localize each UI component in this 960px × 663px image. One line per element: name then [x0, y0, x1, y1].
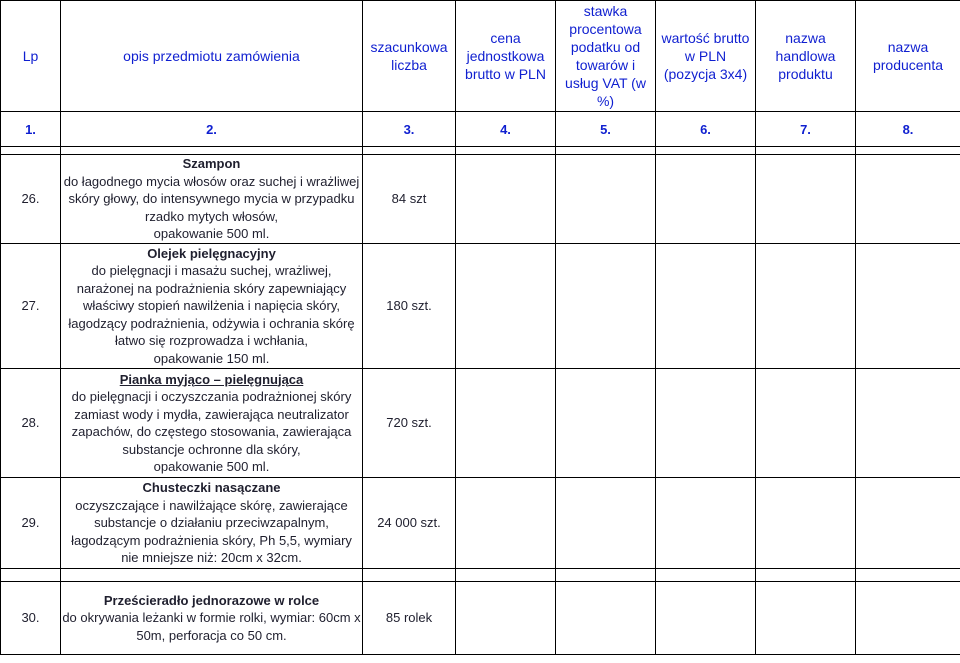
product-text: oczyszczające i nawilżające skórę, zawierające substancje o działaniu przeciwzapalnym, łagodzącym podrażnienia skóry, Ph 5,5, wymiary nie mniejsze niż: 20cm x 32cm. — [71, 497, 352, 566]
unit-price-cell[interactable] — [456, 244, 556, 369]
column-number: 6. — [656, 112, 756, 147]
item-description — [61, 478, 363, 569]
quantity-cell: 180 szt. — [363, 244, 456, 369]
quantity-cell: 84 szt — [363, 155, 456, 244]
product-name: Prześcieradło jednorazowe w rolce — [103, 592, 320, 608]
product-text: do pielęgnacji i oczyszczania podrażnionej skóry zamiast wody i mydła, zawierająca neutralizator zapachów, do częstego stosowania, zawierająca substancje ochronne dla skóry, — [71, 389, 352, 457]
producer-cell[interactable] — [856, 369, 960, 478]
vat-cell[interactable] — [556, 155, 656, 244]
header-vat: stawka procentowa podatku od towarów i usług VAT (w %) — [556, 1, 656, 112]
trade-name-cell[interactable] — [756, 369, 856, 478]
trade-name-cell[interactable] — [756, 582, 856, 655]
product-name: Szampon — [182, 156, 241, 172]
product-pack: opakowanie 500 ml. — [153, 459, 270, 474]
item-description — [61, 244, 363, 369]
product-pack: opakowanie 150 ml. — [153, 350, 270, 366]
item-description — [61, 369, 363, 478]
item-description — [61, 582, 363, 655]
vat-cell[interactable] — [556, 369, 656, 478]
trade-name-cell[interactable] — [756, 244, 856, 369]
producer-cell[interactable] — [856, 582, 960, 655]
table-row — [1, 244, 960, 369]
column-number: 5. — [556, 112, 656, 147]
product-name: Chusteczki nasączane — [142, 480, 281, 496]
product-text: do okrywania leżanki w formie rolki, wymiar: 60cm x 50m, perforacja co 50 cm. — [62, 610, 361, 643]
table-row — [1, 369, 960, 478]
row-number: 28. — [1, 369, 61, 478]
header-handlowa: nazwa handlowa produktu — [756, 1, 856, 112]
header-opis: opis przedmiotu zamówienia — [61, 1, 363, 112]
row-number: 27. — [1, 244, 61, 369]
vat-cell[interactable] — [556, 244, 656, 369]
trade-name-cell[interactable] — [756, 478, 856, 569]
product-pack: opakowanie 500 ml. — [153, 226, 270, 242]
vat-cell[interactable] — [556, 582, 656, 655]
column-number: 1. — [1, 112, 61, 147]
unit-price-cell[interactable] — [456, 155, 556, 244]
header-producent: nazwa producenta — [856, 1, 960, 112]
total-value-cell[interactable] — [656, 582, 756, 655]
header-cena: cena jednostkowa brutto w PLN — [456, 1, 556, 112]
product-name: Olejek pielęgnacyjny — [147, 245, 276, 261]
quantity-cell: 720 szt. — [363, 369, 456, 478]
column-number: 2. — [61, 112, 363, 147]
column-number: 7. — [756, 112, 856, 147]
product-text: do pielęgnacji i masażu suchej, wrażliwej, narażonej na podrażnienia skóry zapewniający właściwy stopień nawilżenia i napięcia skóry, łagodzący podrażnienia, odżywia i ochrania skórę łatwo się rozprowadza i wchłania, — [68, 263, 355, 349]
product-name: Pianka myjąco – pielęgnująca — [119, 371, 304, 387]
row-number: 29. — [1, 478, 61, 569]
quantity-cell: 24 000 szt. — [363, 478, 456, 569]
producer-cell[interactable] — [856, 155, 960, 244]
column-number: 3. — [363, 112, 456, 147]
unit-price-cell[interactable] — [456, 478, 556, 569]
spacer-row — [1, 147, 960, 155]
column-numbers-row — [1, 112, 960, 147]
spacer-row — [1, 569, 960, 582]
header-lp: Lp — [1, 1, 61, 112]
row-number: 26. — [1, 155, 61, 244]
unit-price-cell[interactable] — [456, 582, 556, 655]
total-value-cell[interactable] — [656, 478, 756, 569]
header-row — [1, 1, 960, 112]
column-number: 4. — [456, 112, 556, 147]
producer-cell[interactable] — [856, 244, 960, 369]
row-number: 30. — [1, 582, 61, 655]
table-row — [1, 478, 960, 569]
total-value-cell[interactable] — [656, 244, 756, 369]
vat-cell[interactable] — [556, 478, 656, 569]
header-ilosc: szacunkowa liczba — [363, 1, 456, 112]
product-text: do łagodnego mycia włosów oraz suchej i wrażliwej skóry głowy, do intensywnego mycia w przypadku rzadko mytych włosów, — [63, 173, 360, 224]
table-row — [1, 582, 960, 655]
total-value-cell[interactable] — [656, 155, 756, 244]
unit-price-cell[interactable] — [456, 369, 556, 478]
table-row — [1, 155, 960, 244]
producer-cell[interactable] — [856, 478, 960, 569]
quantity-cell: 85 rolek — [363, 582, 456, 655]
total-value-cell[interactable] — [656, 369, 756, 478]
trade-name-cell[interactable] — [756, 155, 856, 244]
item-description — [61, 155, 363, 244]
header-wartosc: wartość brutto w PLN (pozycja 3x4) — [656, 1, 756, 112]
column-number: 8. — [856, 112, 960, 147]
